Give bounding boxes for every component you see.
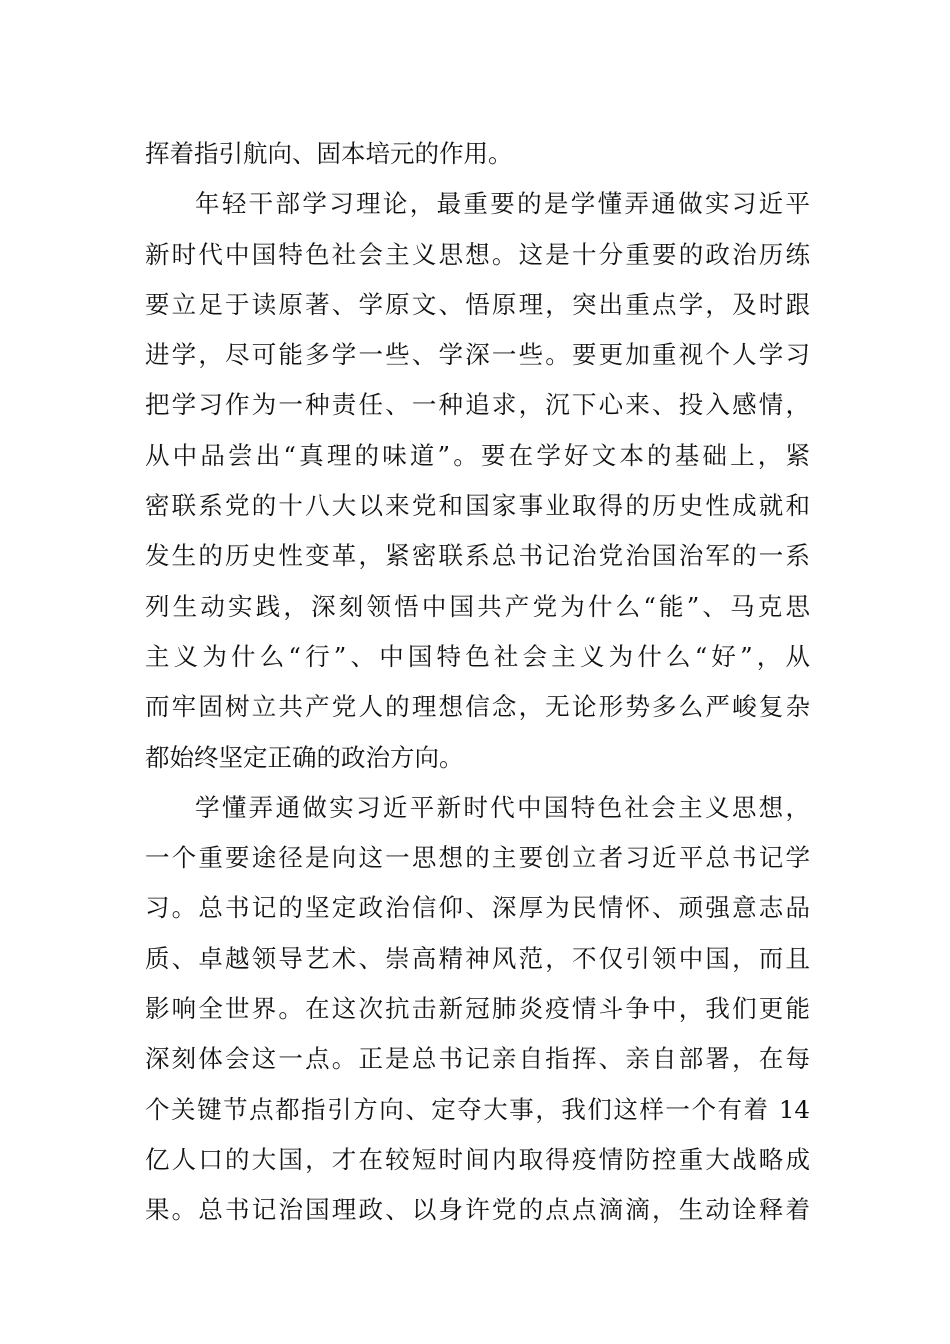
text-line: 列生动实践，深刻领悟中国共产党为什么“能”、马克思	[145, 591, 810, 621]
text-line: 深刻体会这一点。正是总书记亲自指挥、亲自部署，在每	[145, 1044, 810, 1074]
text-line: 个关键节点都指引方向、定夺大事，我们这样一个有着 14	[145, 1094, 810, 1124]
text-line: 习。总书记的坚定政治信仰、深厚为民情怀、顽强意志品	[145, 893, 810, 923]
text-line: 一个重要途径是向这一思想的主要创立者习近平总书记学	[145, 843, 810, 873]
paragraph-last-line: 都始终坚定正确的政治方向。	[145, 742, 464, 772]
text-line: 挥着指引航向、固本培元的作用。	[145, 139, 513, 168]
text-line: 而牢固树立共产党人的理想信念，无论形势多么严峻复杂	[145, 692, 810, 722]
paragraph-first-line: 年轻干部学习理论，最重要的是学懂弄通做实习近平	[195, 189, 810, 219]
text-line: 把学习作为一种责任、一种追求，沉下心来、投入感情，	[145, 390, 810, 420]
text-line: 密联系党的十八大以来党和国家事业取得的历史性成就和	[145, 491, 810, 521]
text-line: 亿人口的大国，才在较短时间内取得疫情防控重大战略成	[145, 1144, 810, 1174]
text-line: 影响全世界。在这次抗击新冠肺炎疫情斗争中，我们更能	[145, 994, 810, 1024]
text-line: 要立足于读原著、学原文、悟原理，突出重点学，及时跟	[145, 289, 810, 319]
text-line: 新时代中国特色社会主义思想。这是十分重要的政治历练	[145, 239, 810, 269]
text-line: 进学，尽可能多学一些、学深一些。要更加重视个人学习	[145, 340, 810, 370]
document-body	[145, 129, 810, 1236]
text-line: 主义为什么“行”、中国特色社会主义为什么“好”，从	[145, 641, 810, 671]
text-line: 从中品尝出“真理的味道”。要在学好文本的基础上，紧	[145, 440, 810, 470]
text-line: 发生的历史性变革，紧密联系总书记治党治国治军的一系	[145, 541, 810, 571]
text-line: 质、卓越领导艺术、崇高精神风范，不仅引领中国，而且	[145, 943, 810, 973]
text-line: 果。总书记治国理政、以身许党的点点滴滴，生动诠释着	[145, 1195, 810, 1225]
paragraph-first-line: 学懂弄通做实习近平新时代中国特色社会主义思想，	[195, 792, 810, 822]
